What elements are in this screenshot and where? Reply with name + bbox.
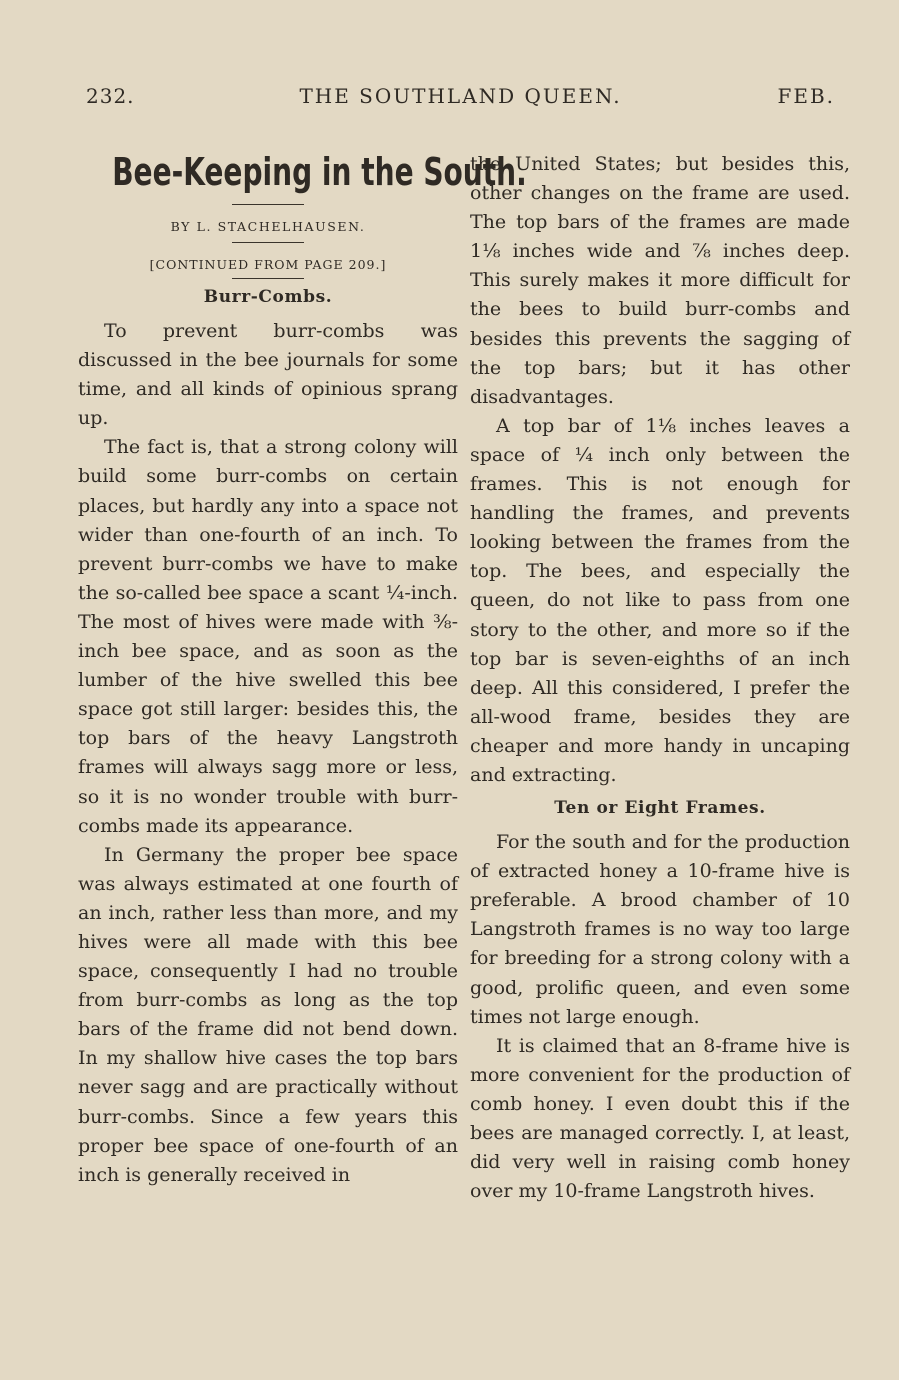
issue-month: FEB. (777, 84, 835, 108)
journal-title: THE SOUTHLAND QUEEN. (299, 84, 622, 108)
left-column (78, 150, 527, 1190)
divider (232, 204, 304, 205)
paragraph: For the south and for the production of extracted honey a 10-frame hive is preferable. A brood chamber of 10 Langstroth frames is no way too large for breeding for a strong colony with a good, prolific queen, and even some times not large enough. (470, 831, 850, 1028)
paragraph: The fact is, that a strong colony will build some burr-combs on certain places, but hardly any into a space not wider than one-fourth of an inch. To prevent burr-combs we have to make the so-called bee space a scant ¼-inch. The most of hives were made with ⅜-inch bee space, and as soon as the lumber of the hive swelled this bee space got still larger: besides this, the top bars of the heavy Langstroth frames will always sagg more or less, so it is no wonder trouble with burr-combs made its appearance. (78, 436, 458, 837)
paragraph: To prevent burr-combs was discussed in the bee journals for some time, and all kinds of opinious sprang up. (78, 320, 458, 430)
running-header (86, 84, 835, 114)
continuation-note: [CONTINUED FROM PAGE 209.] (149, 257, 387, 272)
page-number: 232. (86, 84, 135, 108)
divider (232, 242, 304, 243)
section-heading-ten-or-eight-frames: Ten or Eight Frames. (554, 798, 766, 819)
paragraph: A top bar of 1⅛ inches leaves a space of ¼ inch only between the frames. This is not enough for handling the frames, and prevents looking between the frames from the top. The bees, and especially the queen, do not like to pass from one story to the other, and more so if the top bar is seven-eighths of an inch deep. All this considered, I prefer the all-wood frame, besides they are cheaper and more handy in uncaping and extracting. (470, 414, 850, 786)
paragraph: It is claimed that an 8-frame hive is more convenient for the production of comb honey. I even doubt this if the bees are managed correctly. I, at least, did very well in raising comb honey over my 10-frame Langstroth hives. (470, 1034, 850, 1203)
byline: BY L. STACHELHAUSEN. (170, 219, 366, 234)
divider (232, 278, 304, 279)
paragraph: the United States; but besides this, other changes on the frame are used. The top bars of the frames are made 1⅛ inches wide and ⅞ inches deep. This surely makes it more difficult for the bees to build burr-combs and besides this prevents the sagging of the top bars; but it has other disadvantages. (470, 153, 850, 408)
section-heading-burr-combs: Burr-Combs. (203, 287, 333, 307)
article-title: Bee-Keeping in the South. (112, 150, 527, 194)
paragraph: In Germany the proper bee space was always estimated at one fourth of an inch, rather less than more, and my hives were all made with this bee space, consequently I had no trouble from burr-combs as long as the top bars of the frame did not bend down. In my shallow hive cases the top bars never sagg and are practically without burr-combs. Since a few years this proper bee space of one-fourth of an inch is generally received in (78, 843, 458, 1186)
right-column (470, 150, 850, 1206)
